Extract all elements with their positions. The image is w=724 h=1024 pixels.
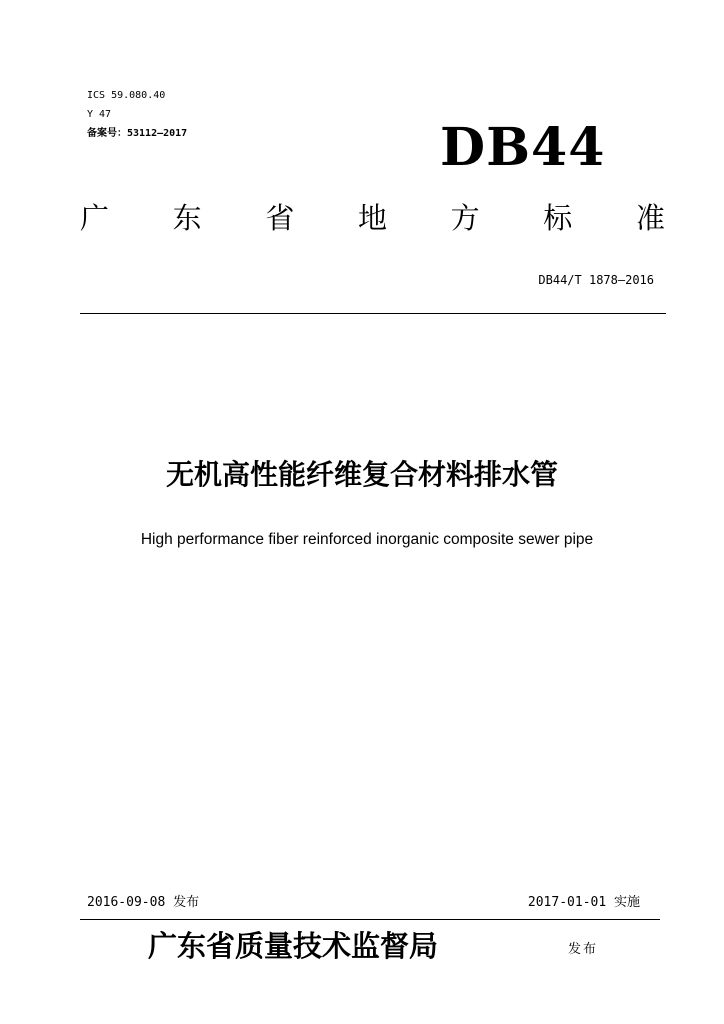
issue-date: 2016-09-08 发布 [87,895,200,910]
standard-type-char: 地 [357,201,387,235]
title-chinese: 无机高性能纤维复合材料排水管 [165,458,558,491]
record-number: 备案号：53112—2017 [87,128,188,139]
db44-logo: DB44 [440,117,606,178]
title-english: High performance fiber reinforced inorganic composite sewer pipe [140,531,594,548]
classification-code: Y 47 [87,109,112,120]
standard-type-heading [80,200,665,236]
standard-type-char: 方 [450,201,480,235]
bottom-divider [80,919,660,920]
top-divider [80,313,666,314]
issuing-authority: 广东省质量技术监督局 [148,929,439,963]
issuer-action-label: 发布 [568,942,599,957]
standard-code: DB44/T 1878—2016 [538,273,654,287]
ics-code: ICS 59.080.40 [87,90,166,101]
standard-type-char: 准 [635,201,665,235]
standard-type-char: 标 [543,201,573,235]
implementation-date: 2017-01-01 实施 [527,895,640,910]
standard-type-char: 东 [172,201,202,235]
standard-type-char: 广 [80,201,110,235]
standard-type-char: 省 [265,201,295,235]
